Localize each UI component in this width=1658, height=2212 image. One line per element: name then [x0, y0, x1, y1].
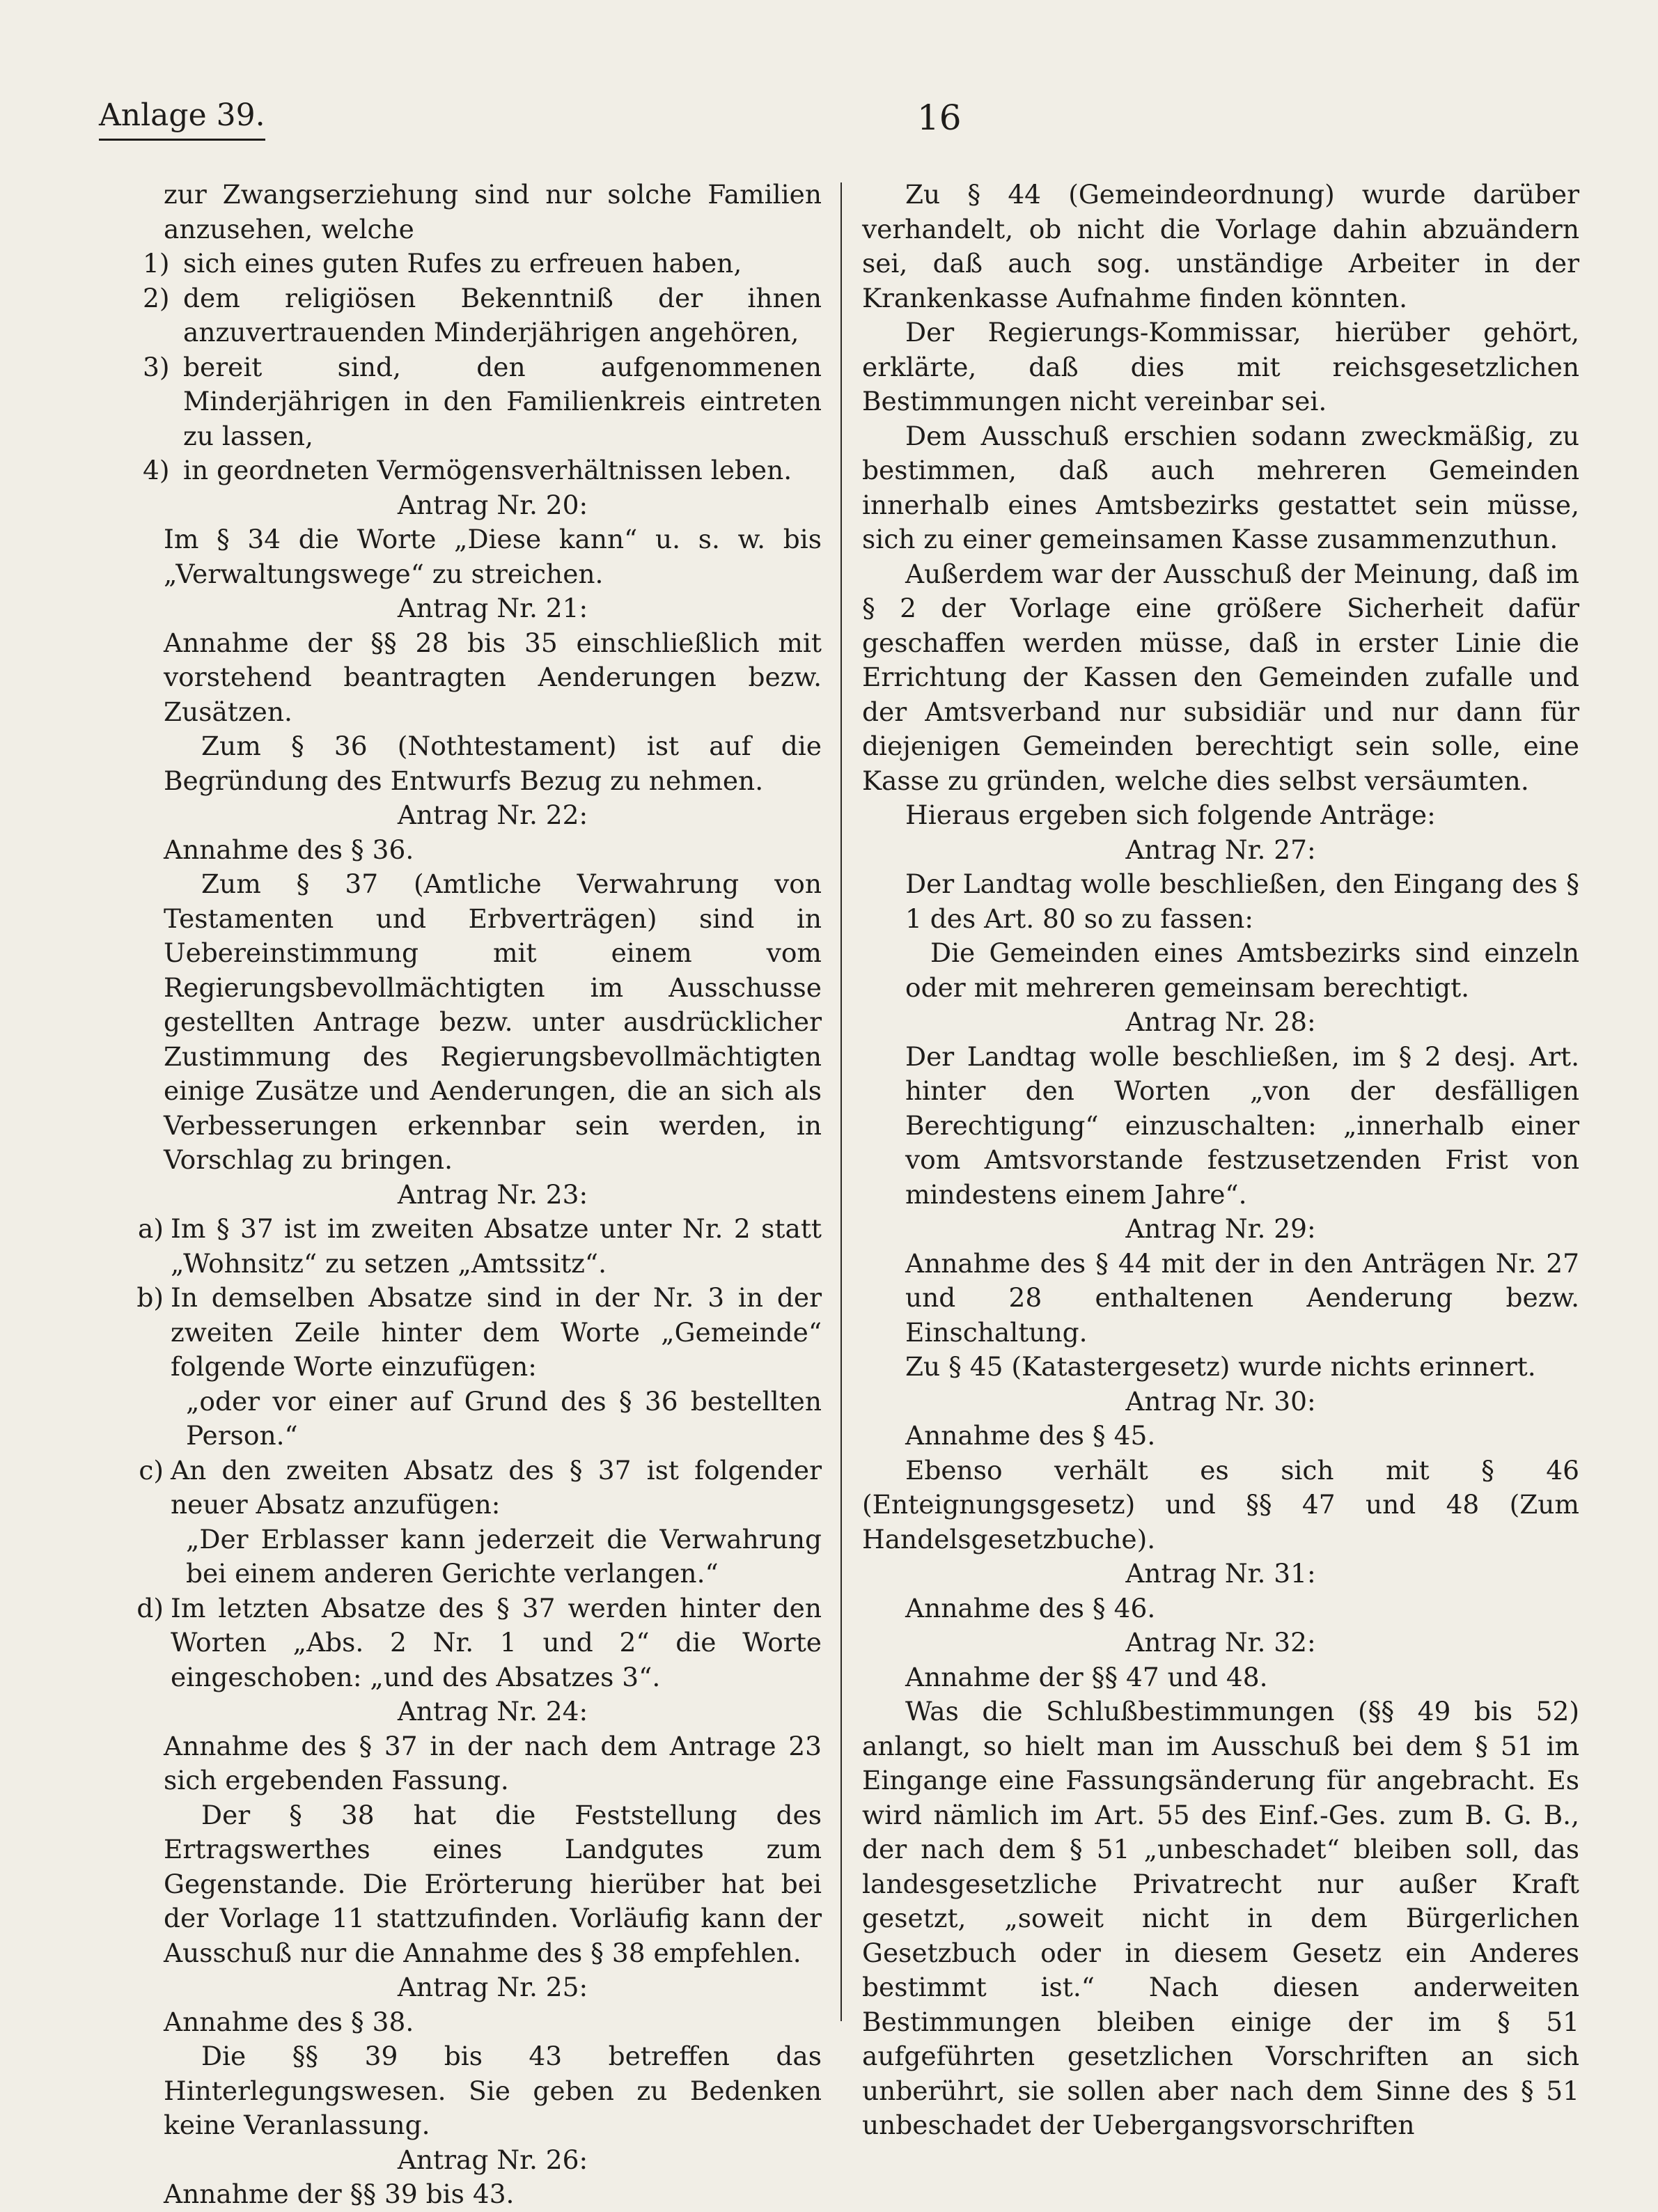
list-item [143, 247, 822, 281]
antrag-22-text: Annahme des § 36. [164, 834, 414, 865]
antrag-20-title: Antrag Nr. 20: [397, 489, 588, 520]
paragraph-49: Was die Schlußbestimmungen (§§ 49 bis 52) anlangt, so hielt man im Ausschuß bei dem § 51 im Eingange eine Fassungsänderung für angebracht. Es wird nämlich im Art. 55 des Einf.-Ges. zum B. G. B., der nach dem § 51 „unbeschadet“ bleiben soll, das landesgesetzliche Privatrecht nur außer Kraft gesetzt, „soweit nicht in dem Bürgerlichen Gesetzbuch oder in diesem Gesetz ein Anderes bestimmt ist.“ Nach diesen anderweiten Bestimmungen bleiben einige der im § 51 aufgeführten gesetzlichen Vorschriften an sich unberührt, sie sollen aber nach dem Sinne des § 51 unbeschadet der Uebergangsvorschriften [862, 1696, 1579, 2140]
antrag-31-text: Annahme des § 46. [905, 1592, 1156, 1623]
paragraph-44e: Hieraus ergeben sich folgende Anträge: [905, 800, 1436, 830]
list-text: in geordneten Vermögensverhältnissen leben. [183, 455, 792, 485]
antrag-31-title: Antrag Nr. 31: [1125, 1558, 1316, 1589]
antrag-29-text: Annahme des § 44 mit der in den Anträgen Nr. 27 und 28 enthaltenen Aenderung bezw. Einschaltung. [905, 1247, 1579, 1348]
antrag-32-title: Antrag Nr. 32: [1125, 1627, 1316, 1658]
list-text: sich eines guten Rufes zu erfreuen haben, [183, 248, 742, 279]
antrag-27-title: Antrag Nr. 27: [1125, 834, 1316, 865]
paragraph-38: Der § 38 hat die Feststellung des Ertragswerthes eines Landgutes zum Gegenstande. Die Erörterung hierüber hat bei der Vorlage 11 stattzufinden. Vorläufig kann der Ausschuß nur die Annahme des § 38 empfehlen. [164, 1799, 822, 1968]
antrag-23-item [107, 1591, 822, 1695]
paragraph-37: Zum § 37 (Amtliche Verwahrung von Testamenten und Erbverträgen) sind in Uebereinstimmung mit einem vom Regierungsbevollmächtigten im Ausschusse gestellten Antrage bezw. unter ausdrücklicher Zustimmung des Regierungsbevollmächtigten einige Zusätze und Aenderungen, die an sich als Verbesserungen erkennbar sein werden, in Vorschlag zu bringen. [164, 869, 822, 1175]
item-text: Im letzten Absatze des § 37 werden hinter den Worten „Abs. 2 Nr. 1 und 2“ die Worte eingeschoben: „und des Absatzes 3“. [171, 1592, 822, 1692]
antrag-23-title: Antrag Nr. 23: [397, 1178, 588, 1210]
list-marker: 4) [143, 455, 170, 485]
paragraph-intro: zur Zwangserziehung sind nur solche Familien anzusehen, welche [164, 179, 822, 244]
item-marker: b) [136, 1282, 164, 1313]
list-item [143, 281, 822, 350]
antrag-26-text: Annahme der §§ 39 bis 43. [164, 2179, 515, 2209]
paragraph-39: Die §§ 39 bis 43 betreffen das Hinterlegungswesen. Sie geben zu Bedenken keine Veranlassung. [164, 2041, 822, 2140]
left-column [136, 178, 822, 2212]
antrag-29-title: Antrag Nr. 29: [1125, 1213, 1316, 1244]
list-text: bereit sind, den aufgenommenen Minderjährigen in den Familienkreis eintreten zu lassen, [183, 351, 822, 451]
paragraph-44c: Dem Ausschuß erschien sodann zweckmäßig, zu bestimmen, daß auch mehreren Gemeinden innerhalb eines Amtsbezirks gestattet sein müsse, sich zu einer gemeinsamen Kasse zusammenzuthun. [862, 420, 1579, 554]
paragraph-44b: Der Regierungs-Kommissar, hierüber gehört, erklärte, daß dies mit reichsgesetzlichen Bestimmungen nicht vereinbar sei. [862, 317, 1579, 416]
list-text: dem religiösen Bekenntniß der ihnen anzuvertrauenden Minderjährigen angehören, [183, 282, 822, 348]
antrag-27-text: Der Landtag wolle beschließen, den Eingang des § 1 des Art. 80 so zu fassen: [905, 869, 1579, 934]
antrag-28-title: Antrag Nr. 28: [1125, 1006, 1316, 1037]
item-text: Im § 37 ist im zweiten Absatze unter Nr. 2 statt „Wohnsitz“ zu setzen „Amtssitz“. [171, 1213, 822, 1279]
list-item [143, 453, 822, 488]
column-divider [840, 182, 842, 2021]
item-marker: c) [139, 1454, 164, 1486]
antrag-25-text: Annahme des § 38. [164, 2006, 414, 2037]
paragraph-46: Ebenso verhält es sich mit § 46 (Enteignungsgesetz) und §§ 47 und 48 (Zum Handelsgesetzbuche). [862, 1454, 1579, 1555]
antrag-28-text: Der Landtag wolle beschließen, im § 2 desj. Art. hinter den Worten „von der desfälligen Berechtigung“ einzuschalten: „innerhalb einer vom Amtsvorstande festzusetzenden Frist von mindestens einem Jahre“. [905, 1041, 1579, 1210]
antrag-25-title: Antrag Nr. 25: [397, 1972, 588, 2002]
antrag-23-b-quote: „oder vor einer auf Grund des § 36 bestellten Person.“ [186, 1385, 822, 1451]
paragraph-44: Zu § 44 (Gemeindeordnung) wurde darüber verhandelt, ob nicht die Vorlage dahin abzuändern sei, daß auch sog. unständige Arbeiter in der Krankenkasse Aufnahme finden könnten. [862, 179, 1579, 313]
antrag-26-title: Antrag Nr. 26: [397, 2144, 588, 2175]
antrag-21-text: Annahme der §§ 28 bis 35 einschließlich mit vorstehend beantragten Aenderungen bezw. Zusätzen. [164, 627, 822, 727]
paragraph-36: Zum § 36 (Nothtestament) ist auf die Begründung des Entwurfs Bezug zu nehmen. [164, 731, 822, 796]
antrag-32-text: Annahme der §§ 47 und 48. [905, 1661, 1268, 1692]
page-number: 16 [917, 98, 962, 138]
antrag-22-title: Antrag Nr. 22: [397, 800, 588, 830]
antrag-23-item [107, 1454, 822, 1522]
antrag-24-title: Antrag Nr. 24: [397, 1696, 588, 1727]
antrag-27-quote: Die Gemeinden eines Amtsbezirks sind einzeln oder mit mehreren gemeinsam berechtigt. [905, 937, 1579, 1003]
page-header [99, 98, 1589, 146]
list-marker: 3) [143, 351, 170, 382]
item-text: An den zweiten Absatz des § 37 ist folgender neuer Absatz anzufügen: [171, 1454, 822, 1520]
antrag-23-item [107, 1212, 822, 1281]
antrag-30-text: Annahme des § 45. [905, 1420, 1156, 1451]
paragraph-45: Zu § 45 (Katastergesetz) wurde nichts erinnert. [905, 1351, 1536, 1382]
antrag-23-c-quote: „Der Erblasser kann jederzeit die Verwahrung bei einem anderen Gerichte verlangen.“ [186, 1523, 822, 1589]
appendix-label: Anlage 39. [99, 98, 265, 141]
antrag-20-text: Im § 34 die Worte „Diese kann“ u. s. w. bis „Verwaltungswege“ zu streichen. [164, 524, 822, 589]
item-marker: d) [136, 1592, 164, 1623]
right-column [862, 178, 1579, 2143]
list-marker: 2) [143, 282, 170, 313]
antrag-24-text: Annahme des § 37 in der nach dem Antrage 23 sich ergebenden Fassung. [164, 1730, 822, 1796]
list-item [143, 350, 822, 454]
antrag-30-title: Antrag Nr. 30: [1125, 1385, 1316, 1417]
item-marker: a) [138, 1213, 164, 1244]
antrag-21-title: Antrag Nr. 21: [397, 593, 588, 623]
antrag-23-item [107, 1281, 822, 1385]
paragraph-44d: Außerdem war der Ausschuß der Meinung, daß im § 2 der Vorlage eine größere Sicherheit dafür geschaffen werden müsse, daß in erster Linie die Errichtung der Kassen den Gemeinden zufalle und der Amtsverband nur subsidiär und nur dann für diejenigen Gemeinden berechtigt sein solle, eine Kasse zu gründen, welche dies selbst versäumten. [862, 558, 1579, 796]
item-text: In demselben Absatze sind in der Nr. 3 in der zweiten Zeile hinter dem Worte „Gemeinde“ folgende Worte einzufügen: [171, 1282, 822, 1382]
list-marker: 1) [143, 248, 170, 279]
